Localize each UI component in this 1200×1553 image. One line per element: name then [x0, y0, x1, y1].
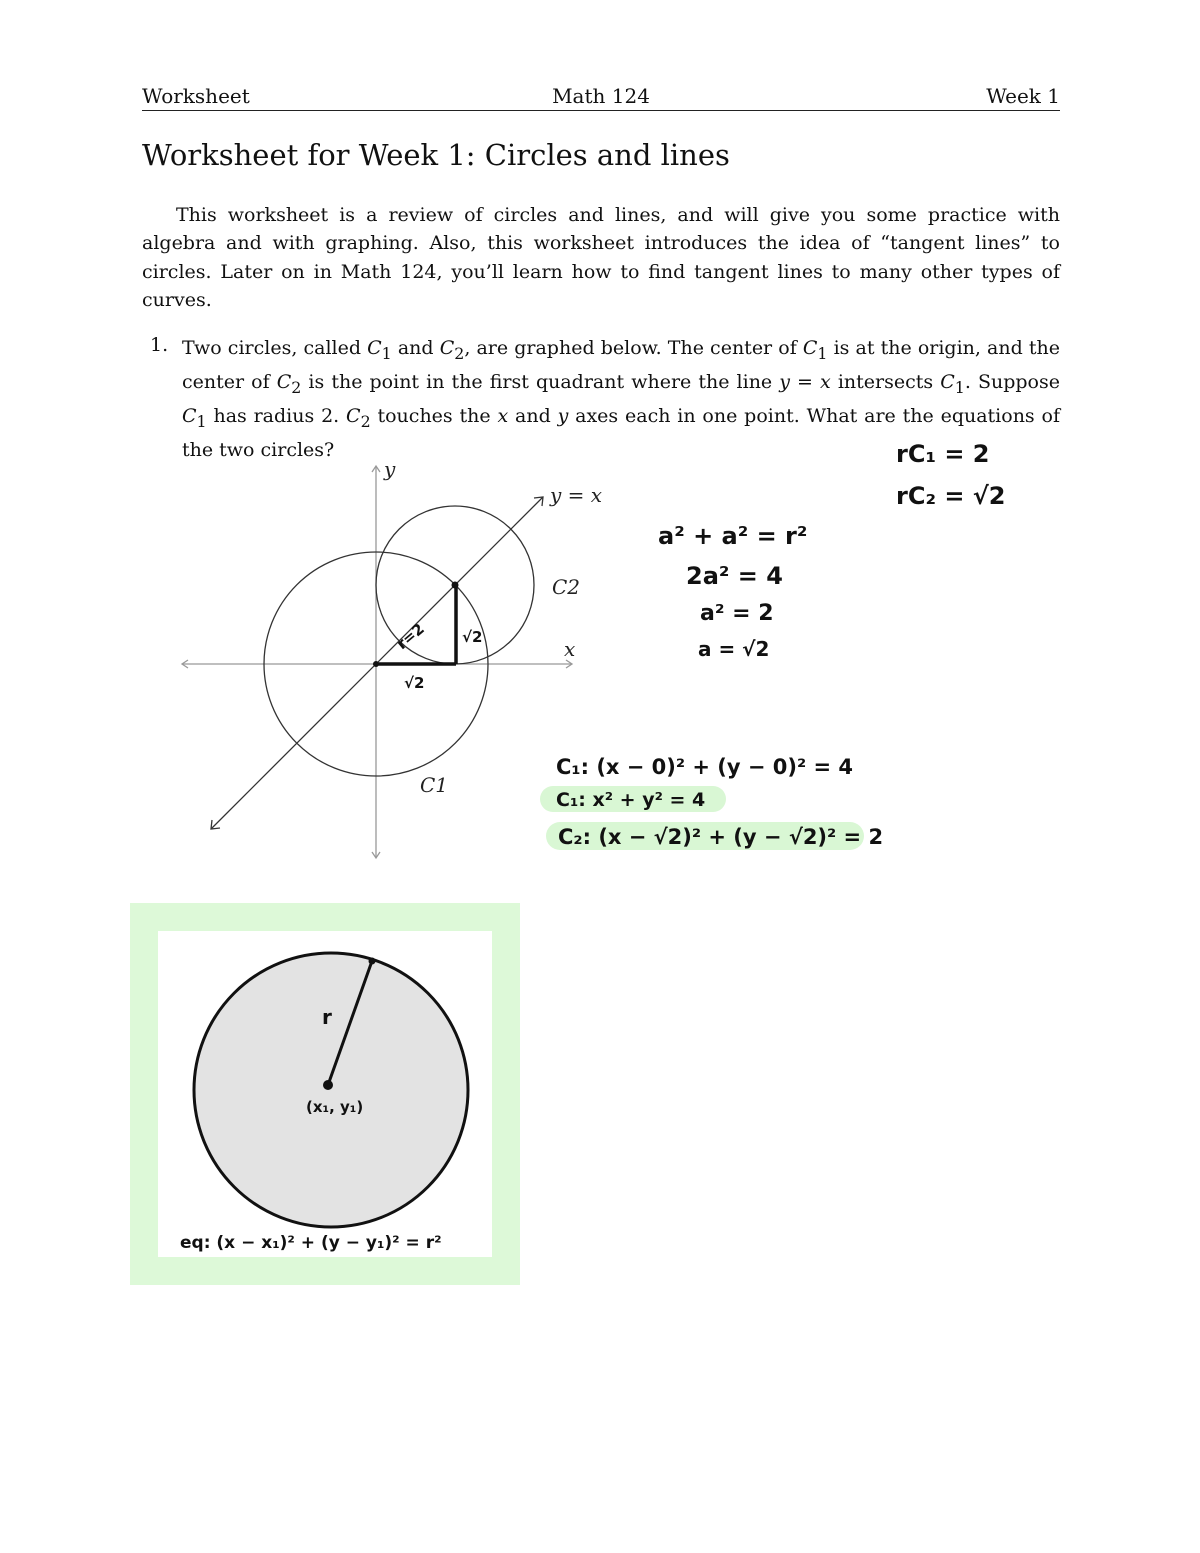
handwritten-notes — [540, 440, 1006, 850]
header-left: Worksheet — [142, 84, 250, 108]
inset-center-label: (x₁, y₁) — [306, 1098, 364, 1116]
problem-text: Two circles, called $C_1$ and $C_2$, are graphed below. The center of $C_1$ is at the origin, and the center of $C_2$ is the point in the first quadrant where the line y = x intersects $C_1$. Suppose $C_1$ has radius 2. $C_2$ touches the x and y axes each in one point. What are the equations of the two circles? — [182, 337, 1060, 462]
inset-disk — [194, 953, 468, 1227]
radius-c1-note: rC₁ = 2 — [896, 440, 990, 468]
inset-figure — [144, 917, 506, 1271]
work-line-3: a² = 2 — [700, 601, 774, 626]
x-axis-label: x — [564, 637, 576, 661]
vertical-leg-note: √2 — [462, 628, 483, 646]
header-right: Week 1 — [986, 84, 1060, 108]
line-label: y = x — [550, 483, 603, 507]
worksheet-title: Worksheet for Week 1: Circles and lines — [142, 138, 730, 172]
equation-c1-expanded: C₁: (x − 0)² + (y − 0)² = 4 — [556, 755, 854, 779]
inset-equation: eq: (x − x₁)² + (y − y₁)² = r² — [180, 1233, 442, 1253]
equation-c2: C₂: (x − √2)² + (y − √2)² = 2 — [558, 825, 884, 849]
inset-edge-dot — [369, 958, 376, 965]
y-axis-label: y — [384, 457, 396, 481]
inset-radius-label: r — [322, 1005, 332, 1029]
horizontal-leg-note: √2 — [404, 674, 425, 692]
header-center: Math 124 — [552, 84, 650, 108]
inset-center-dot — [323, 1080, 333, 1090]
work-line-2: 2a² = 4 — [686, 562, 783, 590]
intro-paragraph: This worksheet is a review of circles and lines, and will give you some practice with algebra and with graphing. Also, this worksheet introduces the idea of “tangent lines” to circles. Later on in Math 124, you’ll learn how to find tangent lines to many other types of curves. — [142, 204, 1060, 311]
c2-label: C2 — [552, 575, 581, 599]
circle-graph — [182, 457, 602, 858]
work-line-4: a = √2 — [698, 637, 770, 661]
equation-c1: C₁: x² + y² = 4 — [556, 789, 706, 811]
work-line-1: a² + a² = r² — [658, 522, 808, 550]
hypotenuse-note: r=2 — [393, 619, 428, 654]
problem-number: 1. — [150, 334, 169, 356]
c1-label: C1 — [420, 773, 449, 797]
radius-c2-note: rC₂ = √2 — [896, 482, 1006, 510]
